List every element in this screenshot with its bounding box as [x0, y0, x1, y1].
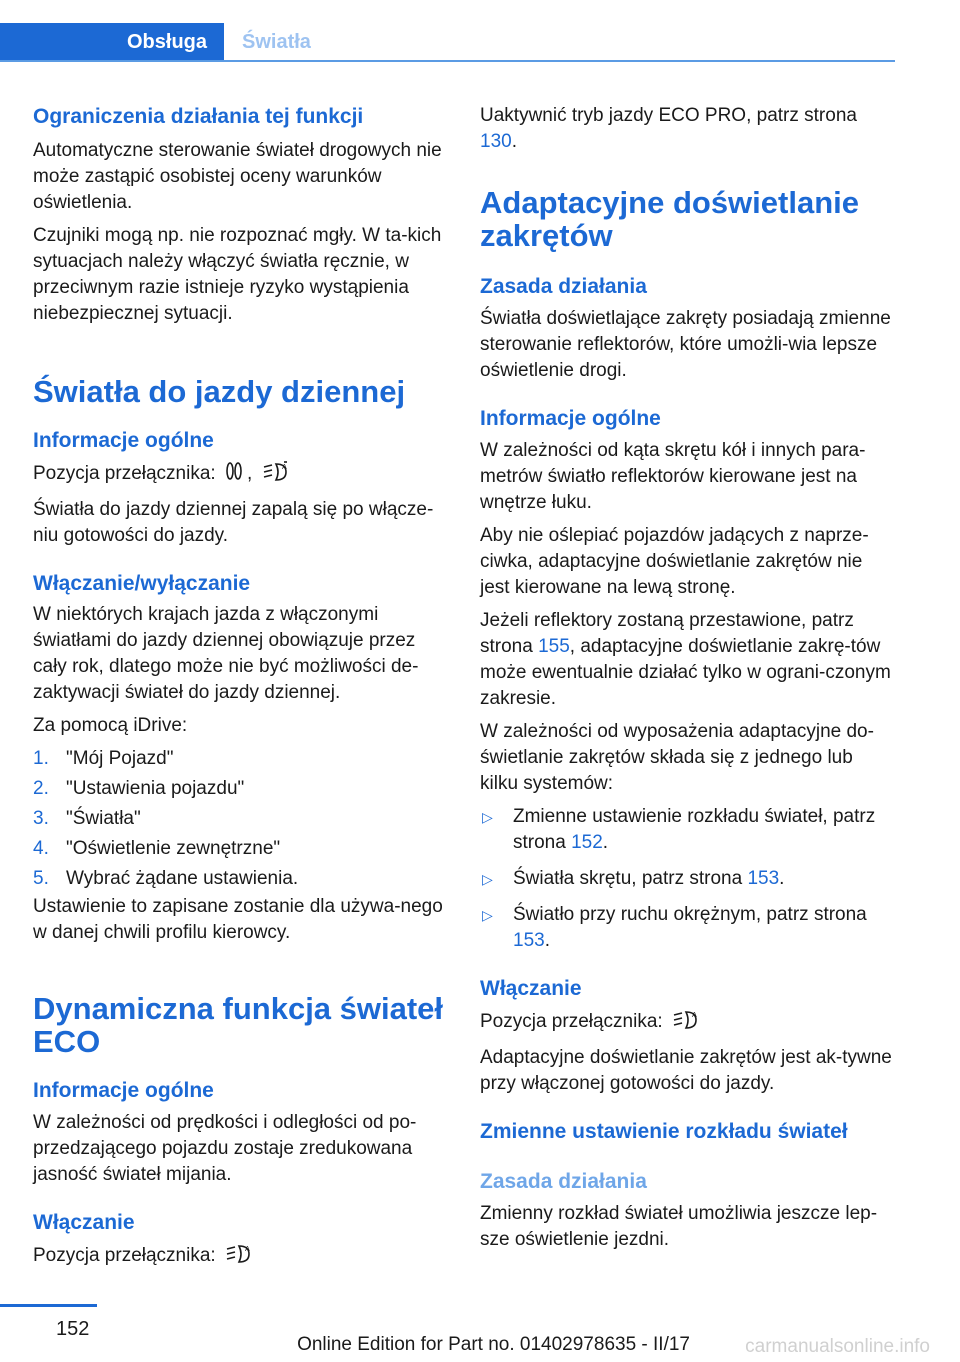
switch-position-label: Pozycja przełącznika: [33, 1245, 216, 1266]
page-link[interactable]: 152 [571, 832, 603, 853]
punctuation: . [779, 868, 785, 889]
paragraph: W zależności od prędkości i odległości od po-przedzającego pojazdu zostaje zredukowana jasność świateł mijania. [33, 1112, 417, 1185]
section-title-general: Informacje ogólne [480, 407, 661, 430]
section-title-limits: Ograniczenia działania tej funkcji [33, 105, 364, 128]
step-number: 2. [33, 778, 49, 799]
page-link[interactable]: 153 [513, 930, 545, 951]
paragraph: Aby nie oślepiać pojazdów jadących z naprze-ciwka, adaptacyjne doświetlanie zakrętów nie jest kierowane na lewą stronę. [480, 525, 869, 598]
subsection-title-principle: Zasada działania [480, 1170, 647, 1193]
tab-swiatla[interactable] [224, 23, 311, 61]
page-number: 152 [56, 1318, 90, 1340]
triangle-bullet-icon: ▷ [482, 871, 493, 887]
systems-list [480, 804, 896, 954]
paragraph-text: , adaptacyjne doświetlanie zakrę-tów może ewentualnie działać tylko w ograni-czonym zakresie. [480, 636, 891, 709]
right-column [480, 100, 896, 1253]
list-item [33, 866, 448, 892]
edition-info: Online Edition for Part no. 01402978635 - II/17 [297, 1334, 690, 1355]
paragraph-text: Uaktywnić tryb jazdy ECO PRO, patrz strona [480, 105, 857, 126]
parking-light-icon [225, 460, 243, 490]
paragraph: Automatyczne sterowanie świateł drogowych nie może zastąpić osobistej oceny warunków oświetlenia. [33, 140, 442, 213]
auto-headlight-icon [225, 1242, 255, 1272]
paragraph: W zależności od kąta skrętu kół i innych para-metrów światło reflektorów kierowane jest na wnętrze łuku. [480, 440, 866, 513]
punctuation: . [602, 832, 609, 853]
tab-obsluga[interactable] [0, 23, 224, 61]
list-item [480, 804, 896, 856]
punctuation: . [544, 930, 550, 951]
paragraph-eco-pro [480, 103, 896, 155]
paragraph: W zależności od wyposażenia adaptacyjne do-świetlanie zakrętów składa się z jednego lub kilku systemów: [480, 721, 874, 794]
list-item-label: Światło przy ruchu okrężnym, patrz strona [513, 904, 867, 925]
svg-text:A: A [281, 463, 287, 471]
step-text: Wybrać żądane ustawienia. [66, 868, 299, 889]
list-item-text [513, 804, 896, 856]
section-title-general: Informacje ogólne [33, 429, 214, 452]
paragraph: Za pomocą iDrive: [33, 715, 188, 736]
step-number: 4. [33, 838, 49, 859]
punctuation: . [511, 131, 517, 152]
switch-position-line [480, 1008, 896, 1038]
section-title-on-off: Włączanie/wyłączanie [33, 572, 251, 595]
list-item [480, 902, 896, 954]
tab-swiatla-label: Światła [242, 30, 311, 53]
header-tabs [0, 23, 311, 61]
watermark: carmanualsonline.info [745, 1336, 930, 1357]
triangle-bullet-icon: ▷ [482, 809, 493, 825]
list-item [33, 836, 448, 862]
paragraph: Adaptacyjne doświetlanie zakrętów jest ak-tywne przy włączonej gotowości do jazdy. [480, 1047, 892, 1094]
switch-position-label: Pozycja przełącznika: [33, 463, 216, 484]
left-column [33, 100, 448, 1272]
switch-position-label: Pozycja przełącznika: [480, 1011, 663, 1032]
page-link[interactable]: 130 [480, 131, 512, 152]
paragraph: Zmienny rozkład świateł umożliwia jeszcze lep-sze oświetlenie jezdni. [480, 1203, 878, 1250]
section-title-activation: Włączanie [480, 977, 582, 1000]
list-item [33, 776, 448, 802]
step-text: "Oświetlenie zewnętrzne" [66, 838, 281, 859]
paragraph: W niektórych krajach jazda z włączonymi światłami do jazdy dziennej obowiązuje przez cały rok, dlatego może nie być możliwości de-zaktywacji świateł do jazdy dziennej. [33, 604, 419, 703]
list-item-text [513, 902, 896, 954]
section-title-activation: Włączanie [33, 1211, 135, 1234]
separator: , [246, 463, 253, 484]
paragraph: Czujniki mogą np. nie rozpoznać mgły. W ta-kich sytuacjach należy włączyć światła ręcznie, w przeciwnym razie istnieje ryzyko wystąpienia niebezpiecznej sytuacji. [33, 225, 442, 324]
list-item-label: Zmienne ustawienie rozkładu świateł, patrz strona [513, 806, 876, 853]
idrive-steps-list [33, 746, 448, 892]
switch-position-line [33, 1242, 448, 1272]
page-link[interactable]: 153 [747, 868, 780, 889]
header-divider [0, 60, 895, 62]
paragraph: Światła doświetlające zakręty posiadają zmienne sterowanie reflektorów, które umożli-wia lepsze oświetlenie drogi. [480, 308, 891, 381]
section-title-variable-distribution: Zmienne ustawienie rozkładu świateł [480, 1120, 848, 1143]
chapter-title-drl: Światła do jazdy dziennej [33, 374, 406, 409]
step-number: 1. [33, 748, 49, 769]
auto-headlight-icon [672, 1008, 702, 1038]
paragraph-adjust [480, 608, 896, 712]
paragraph: Światła do jazdy dziennej zapalą się po włącze-niu gotowości do jazdy. [33, 499, 434, 546]
svg-text:A: A [244, 1245, 250, 1253]
list-item [33, 746, 448, 772]
paragraph: Ustawienie to zapisane zostanie dla używa-nego w danej chwili profilu kierowcy. [33, 896, 443, 943]
step-number: 3. [33, 808, 49, 829]
chapter-title-eco-lights: Dynamiczna funkcja świateł ECO [33, 991, 444, 1059]
paragraph-text: Jeżeli reflektory zostaną przestawione, patrz strona [480, 610, 854, 657]
list-item [33, 806, 448, 832]
triangle-bullet-icon: ▷ [482, 907, 493, 923]
auto-headlight-icon [262, 460, 292, 490]
step-text: "Mój Pojazd" [66, 748, 174, 769]
section-title-general: Informacje ogólne [33, 1079, 214, 1102]
switch-position-line [33, 460, 448, 490]
svg-text:A: A [691, 1011, 697, 1019]
list-item-text [513, 866, 784, 892]
step-text: "Światła" [66, 808, 141, 829]
footer-divider [0, 1304, 97, 1307]
list-item [480, 866, 896, 892]
step-text: "Ustawienia pojazdu" [66, 778, 245, 799]
section-title-principle: Zasada działania [480, 275, 647, 298]
step-number: 5. [33, 868, 49, 889]
chapter-title-adaptive-cornering: Adaptacyjne doświetlanie zakrętów [480, 185, 859, 253]
list-item-label: Światła skrętu, patrz strona [513, 868, 743, 889]
tab-obsluga-label: Obsługa [126, 30, 207, 53]
page-link[interactable]: 155 [538, 636, 570, 657]
